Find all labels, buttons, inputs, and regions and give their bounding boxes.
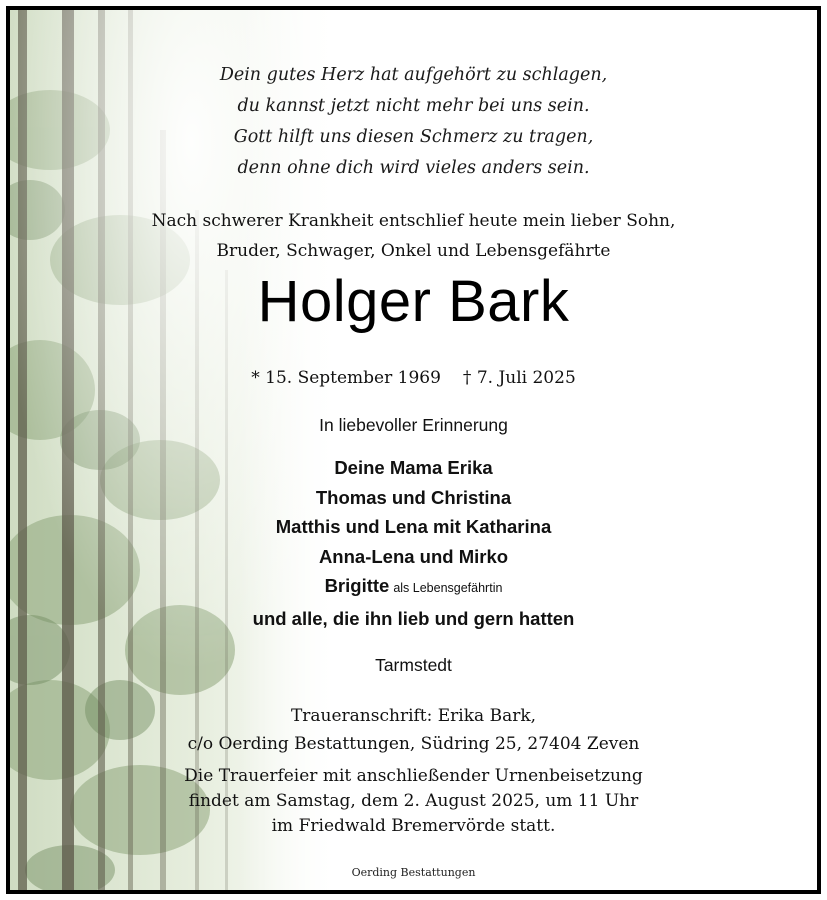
intro-line: Bruder, Schwager, Onkel und Lebensgefährte: [216, 241, 611, 261]
family-member: Thomas und Christina: [315, 486, 512, 508]
place: Tarmstedt: [375, 655, 452, 675]
deceased-name: Holger Bark: [257, 269, 570, 334]
family-closing: und alle, die ihn lieb und gern hatten: [252, 607, 575, 629]
memory-line: In liebevoller Erinnerung: [319, 415, 508, 435]
ceremony-line: im Friedwald Bremervörde statt.: [271, 816, 556, 836]
intro-line: Nach schwerer Krankheit entschlief heute mein lieber Sohn,: [151, 211, 676, 231]
family-member: Deine Mama Erika: [334, 457, 493, 478]
death-date: † 7. Juli 2025: [462, 368, 576, 388]
family-member: Anna-Lena und Mirko: [318, 545, 509, 567]
funeral-home-footer: Oerding Bestattungen: [351, 866, 476, 879]
intro-text: [10, 206, 817, 266]
life-dates: [10, 366, 817, 390]
obituary-content: [10, 10, 817, 890]
poem-line: du kannst jetzt nicht mehr bei uns sein.: [237, 96, 590, 116]
mourning-address: [10, 702, 817, 758]
birth-date: * 15. September 1969: [251, 368, 441, 388]
family-member: Matthis und Lena mit Katharina: [275, 516, 552, 537]
address-line: Traueranschrift: Erika Bark,: [290, 706, 537, 726]
ceremony-line: findet am Samstag, dem 2. August 2025, um 11 Uhr: [188, 791, 639, 811]
obituary-card: [6, 6, 821, 894]
poem-line: Dein gutes Herz hat aufgehört zu schlagen,: [219, 65, 608, 85]
partner-note: als Lebensgefährtin: [393, 581, 503, 595]
partner-name: Brigitte: [324, 575, 390, 596]
address-line: c/o Oerding Bestattungen, Südring 25, 27404 Zeven: [187, 734, 640, 754]
family-list: [10, 453, 817, 633]
poem: [10, 60, 817, 184]
poem-line: denn ohne dich wird vieles anders sein.: [237, 158, 590, 178]
ceremony-info: [10, 764, 817, 839]
ceremony-line: Die Trauerfeier mit anschließender Urnenbeisetzung: [184, 766, 643, 786]
poem-line: Gott hilft uns diesen Schmerz zu tragen,: [233, 127, 594, 147]
partner-line: [10, 571, 817, 604]
